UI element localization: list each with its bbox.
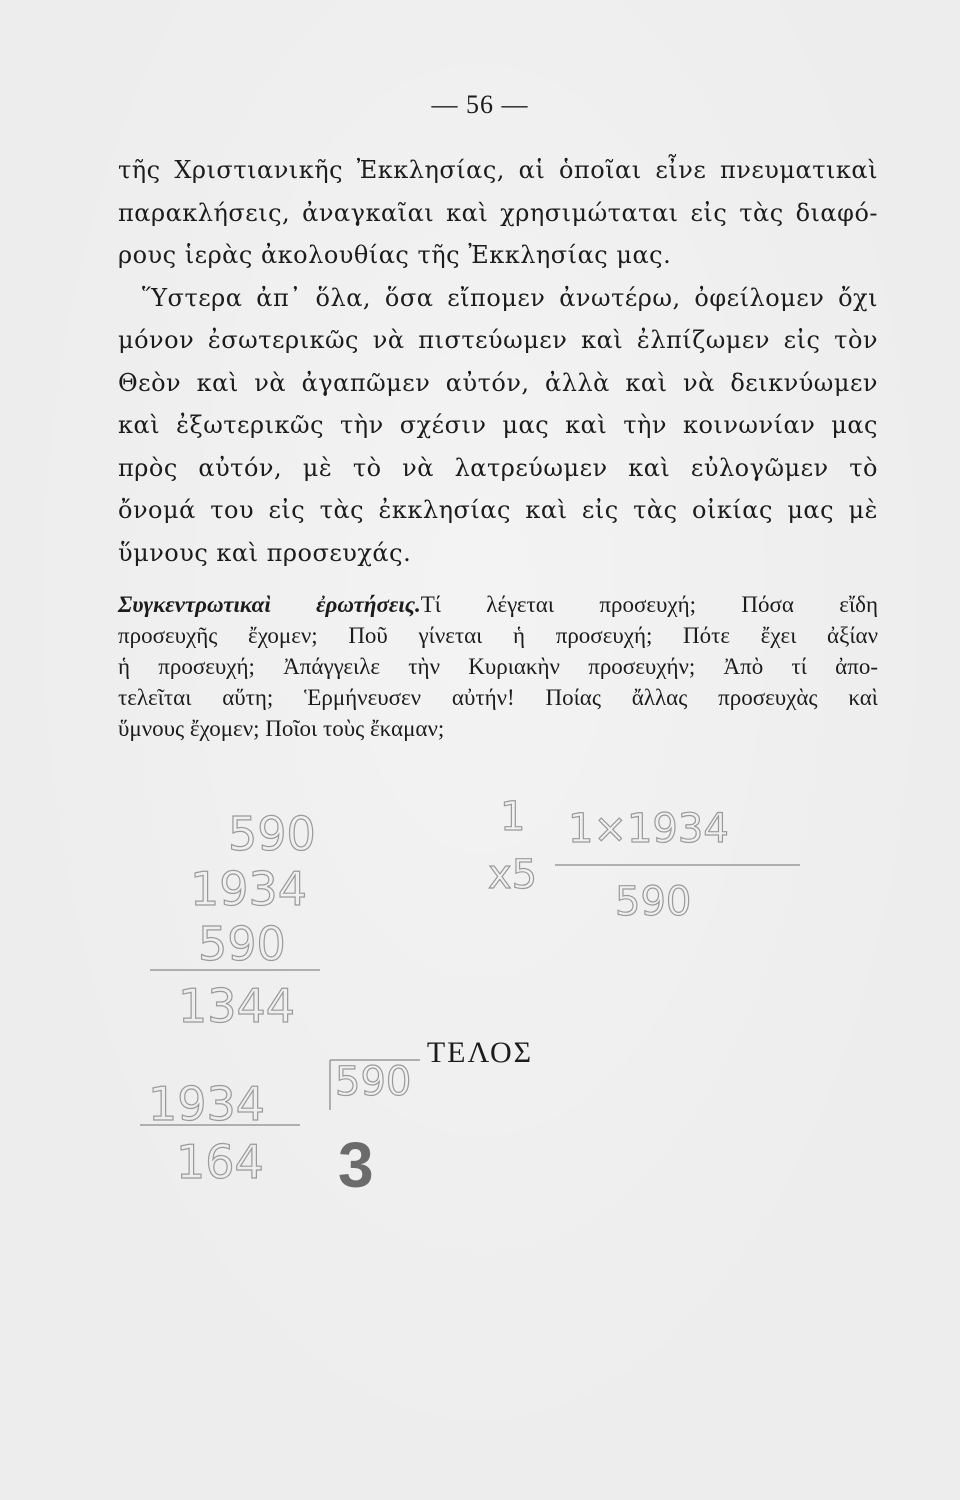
handwritten-number: 1×1934 bbox=[568, 806, 729, 852]
text-line: τῆς Χριστιανικῆς Ἐκκλησίας, αἱ ὁποῖαι εἶνε πνευματικαὶ bbox=[118, 156, 878, 184]
handwritten-number: 1344 bbox=[178, 979, 296, 1033]
question-line: ἡ προσευχή; Ἀπάγγειλε τὴν Κυριακὴν προσευχήν; Ἀπὸ τί ἀπο- bbox=[118, 654, 878, 679]
text-line: Ὕστερα ἀπ᾽ ὅλα, ὅσα εἴπομεν ἀνωτέρω, ὀφείλομεν ὄχι bbox=[142, 283, 878, 312]
text-line: ὄνομά του εἰς τὰς ἐκκλησίας καὶ εἰς τὰς οἰκίας μας μὲ bbox=[118, 496, 878, 524]
handwritten-number: 590 bbox=[198, 917, 286, 971]
handwritten-number: 590 bbox=[335, 1059, 412, 1105]
stamped-number: 3 bbox=[338, 1129, 374, 1201]
end-mark: ΤΕΛΟΣ bbox=[426, 1036, 534, 1069]
text-line: ρους ἱερὰς ἀκολουθίας τῆς Ἐκκλησίας μας. bbox=[118, 241, 672, 269]
text-line: πρὸς αὐτόν, μὲ τὸ νὰ λατρεύωμεν καὶ εὐλογῶμεν τὸ bbox=[118, 453, 878, 482]
question-line: ὕμνους ἔχομεν; Ποῖοι τοὺς ἔκαμαν; bbox=[118, 716, 445, 741]
questions-first-line bbox=[118, 589, 878, 620]
text-line: παρακλήσεις, ἀναγκαῖαι καὶ χρησιμώταται εἰς τὰς διαφό- bbox=[118, 198, 878, 227]
question-line: προσευχῆς ἔχομεν; Ποῦ γίνεται ἡ προσευχή; Πότε ἔχει ἀξίαν bbox=[118, 623, 878, 648]
handwritten-number: 1934 bbox=[148, 1077, 266, 1131]
handwritten-number: 1 bbox=[500, 794, 526, 840]
questions-first-text: Τί λέγεται προσευχή; Πόσα εἴδη bbox=[420, 592, 878, 617]
handwritten-number: 1934 bbox=[190, 862, 308, 916]
text-line: ὕμνους καὶ προσευχάς. bbox=[118, 538, 412, 567]
review-questions bbox=[118, 589, 878, 744]
text-line: μόνον ἐσωτερικῶς νὰ πιστεύωμεν καὶ ἐλπίζωμεν εἰς τὸν bbox=[118, 326, 878, 354]
text-line: Θεὸν καὶ νὰ ἀγαπῶμεν αὐτόν, ἀλλὰ καὶ νὰ δεικνύωμεν bbox=[118, 368, 878, 397]
handwritten-number: 590 bbox=[228, 807, 316, 861]
questions-heading: Συγκεντρωτικαὶ ἐρωτήσεις. bbox=[118, 592, 421, 617]
page-number: — 56 — bbox=[431, 90, 529, 119]
main-paragraph bbox=[118, 149, 878, 574]
question-line: τελεῖται αὕτη; Ἑρμήνευσεν αὐτήν! Ποίας ἄλλας προσευχὰς καὶ bbox=[118, 685, 878, 710]
handwritten-number: 164 bbox=[176, 1135, 264, 1189]
text-line: καὶ ἐξωτερικῶς τὴν σχέσιν μας καὶ τὴν κοινωνίαν μας bbox=[118, 411, 878, 439]
handwritten-number: x5 bbox=[488, 852, 538, 898]
handwritten-number: 590 bbox=[615, 879, 692, 925]
